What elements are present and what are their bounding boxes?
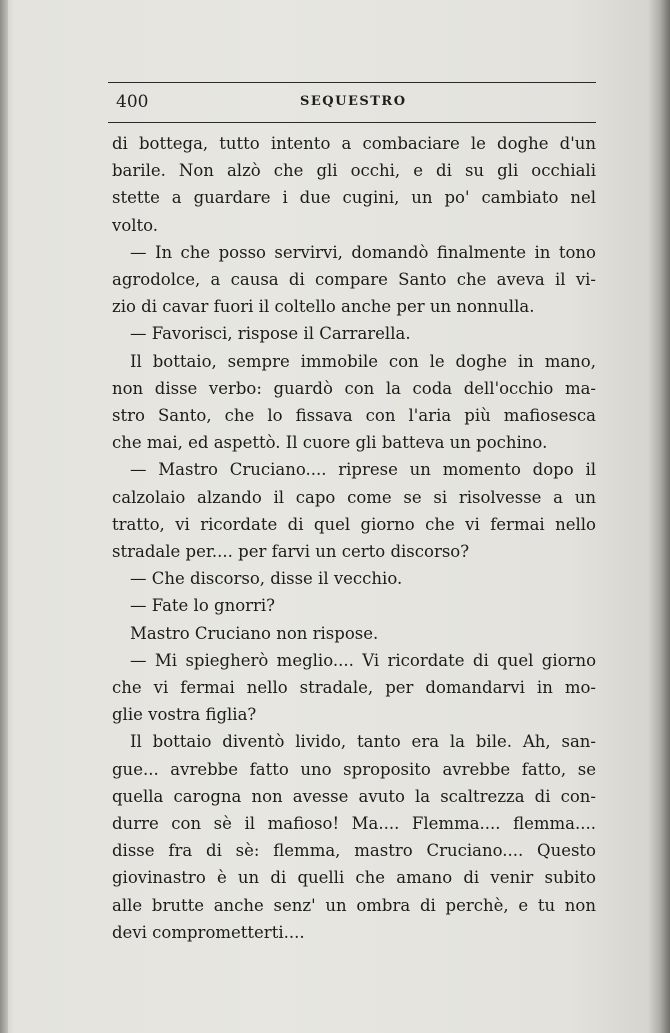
text-line: giovinastro è un di quelli che amano di venir subito [112,868,596,888]
text-line: alle brutte anche senz' un ombra di perchè, e tu non [112,895,596,915]
text-line: Mastro Cruciano non rispose. [130,623,379,643]
text-line: glie vostra figlia? [112,705,257,725]
text-line: — Fate lo gnorri? [130,596,276,616]
text-line: zio di cavar fuori il coltello anche per un nonnulla. [112,297,535,317]
text-line: durre con sè il mafioso! Ma.... Flemma.... flemma.... [112,814,596,834]
page-number: 400 [116,92,149,112]
text-line: che vi fermai nello stradale, per domandarvi in mo- [112,678,596,698]
running-title: SEQUESTRO [300,94,407,109]
text-line: stradale per.... per farvi un certo discorso? [112,542,470,562]
text-line: quella carogna non avesse avuto la scaltrezza di con- [112,786,596,806]
text-line: Il bottaio diventò livido, tanto era la bile. Ah, san- [130,732,596,752]
text-line: di bottega, tutto intento a combaciare le doghe d'un [112,134,596,153]
running-head [116,90,586,116]
text-line: calzolaio alzando il capo come se si risolvesse a un [112,487,596,507]
body-text [112,130,596,946]
header-rule-bottom [108,122,596,123]
text-line: Il bottaio, sempre immobile con le doghe in mano, [130,351,596,371]
header-rule-top [108,82,596,83]
page-spine-shadow [0,0,8,1033]
text-line: — Mi spiegherò meglio.... Vi ricordate di quel giorno [130,650,596,670]
text-line: — Che discorso, disse il vecchio. [130,569,403,589]
text-line: — Favorisci, rispose il Carrarella. [130,324,411,344]
text-line: agrodolce, a causa di compare Santo che aveva il vi- [112,270,596,290]
text-line: volto. [112,215,159,235]
page-edge-shadow [648,0,670,1033]
text-line: — Mastro Cruciano.... riprese un momento dopo il [130,460,596,480]
text-line: tratto, vi ricordate di quel giorno che vi fermai nello [112,514,596,534]
text-line: devi comprometterti.... [112,922,305,942]
text-line: stro Santo, che lo fissava con l'aria più mafiosesca [112,406,596,426]
text-line: stette a guardare i due cugini, un po' cambiato nel [112,188,596,208]
text-line: non disse verbo: guardò con la coda dell'occhio ma- [112,378,596,398]
text-line: che mai, ed aspettò. Il cuore gli batteva un pochino. [112,433,548,453]
text-line: disse fra di sè: flemma, mastro Cruciano.... Questo [112,841,596,861]
text-line: barile. Non alzò che gli occhi, e di su gli occhiali [112,161,596,181]
text-line: — In che posso servirvi, domandò finalmente in tono [130,242,596,262]
text-line: gue... avrebbe fatto uno sproposito avrebbe fatto, se [112,759,596,779]
